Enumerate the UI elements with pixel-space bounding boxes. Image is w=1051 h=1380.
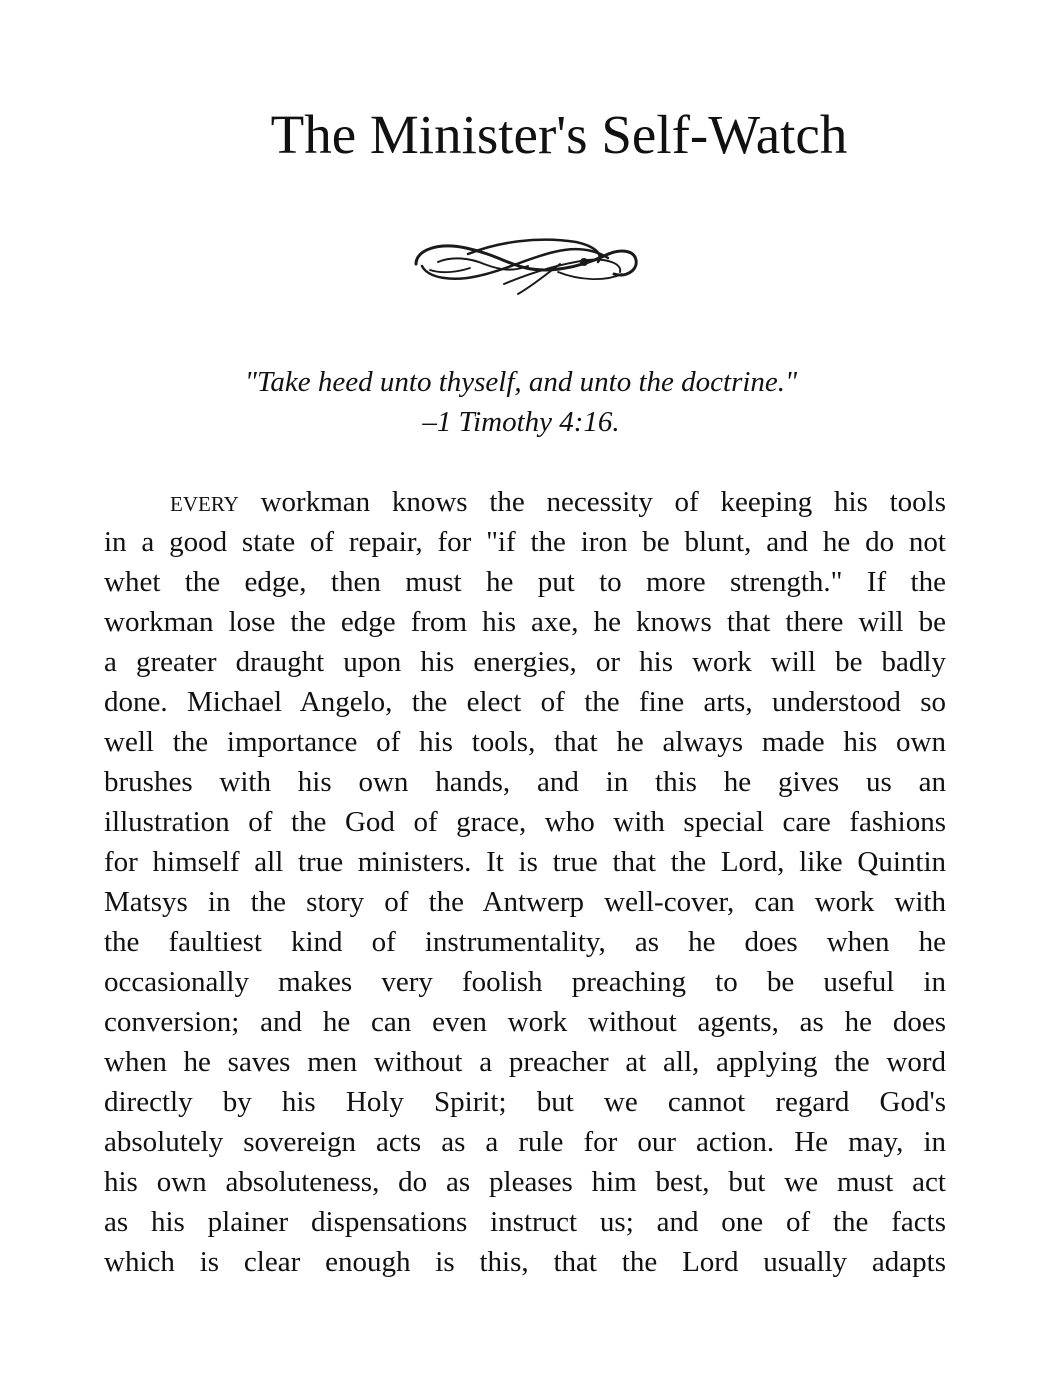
paragraph-line: whet the edge, then must he put to more strength." If the — [104, 566, 946, 598]
epigraph-citation: –1 Timothy 4:16. — [422, 406, 620, 438]
paragraph-line: directly by his Holy Spirit; but we cannot regard God's — [104, 1086, 946, 1118]
epigraph-quote: "Take heed unto thyself, and unto the doctrine." — [244, 366, 798, 398]
paragraph-line: when he saves men without a preacher at all, applying the word — [104, 1046, 946, 1078]
paragraph-line: well the importance of his tools, that he always made his own — [104, 726, 946, 758]
paragraph-line: conversion; and he can even work without agents, as he does — [104, 1006, 946, 1038]
paragraph-first-line — [104, 482, 946, 522]
paragraph-line: brushes with his own hands, and in this he gives us an — [104, 766, 946, 798]
paragraph-line: which is clear enough is this, that the Lord usually adapts — [104, 1246, 946, 1278]
epigraph — [0, 362, 1042, 442]
paragraph-line: as his plainer dispensations instruct us; and one of the facts — [104, 1206, 946, 1238]
paragraph-line: his own absoluteness, do as pleases him best, but we must act — [104, 1166, 946, 1198]
first-line-text: workman knows the necessity of keeping his tools — [238, 486, 946, 518]
paragraph-line: illustration of the God of grace, who with special care fashions — [104, 806, 946, 838]
paragraph-line: absolutely sovereign acts as a rule for our action. He may, in — [104, 1126, 946, 1158]
ornamental-flourish-icon — [408, 228, 644, 300]
paragraph-line: in a good state of repair, for "if the iron be blunt, and he do not — [104, 526, 946, 558]
paragraph-line: occasionally makes very foolish preaching to be useful in — [104, 966, 946, 998]
paragraph-line: the faultiest kind of instrumentality, as he does when he — [104, 926, 946, 958]
lead-word: EVERY — [170, 492, 239, 516]
paragraph-line: Matsys in the story of the Antwerp well-cover, can work with — [104, 886, 946, 918]
paragraph-line: done. Michael Angelo, the elect of the fine arts, understood so — [104, 686, 946, 718]
paragraph-line: for himself all true ministers. It is true that the Lord, like Quintin — [104, 846, 946, 878]
paragraph-line: a greater draught upon his energies, or his work will be badly — [104, 646, 946, 678]
page-title: The Minister's Self-Watch — [270, 104, 848, 165]
paragraph-line: workman lose the edge from his axe, he knows that there will be — [104, 606, 946, 638]
body-paragraph — [104, 482, 946, 1282]
